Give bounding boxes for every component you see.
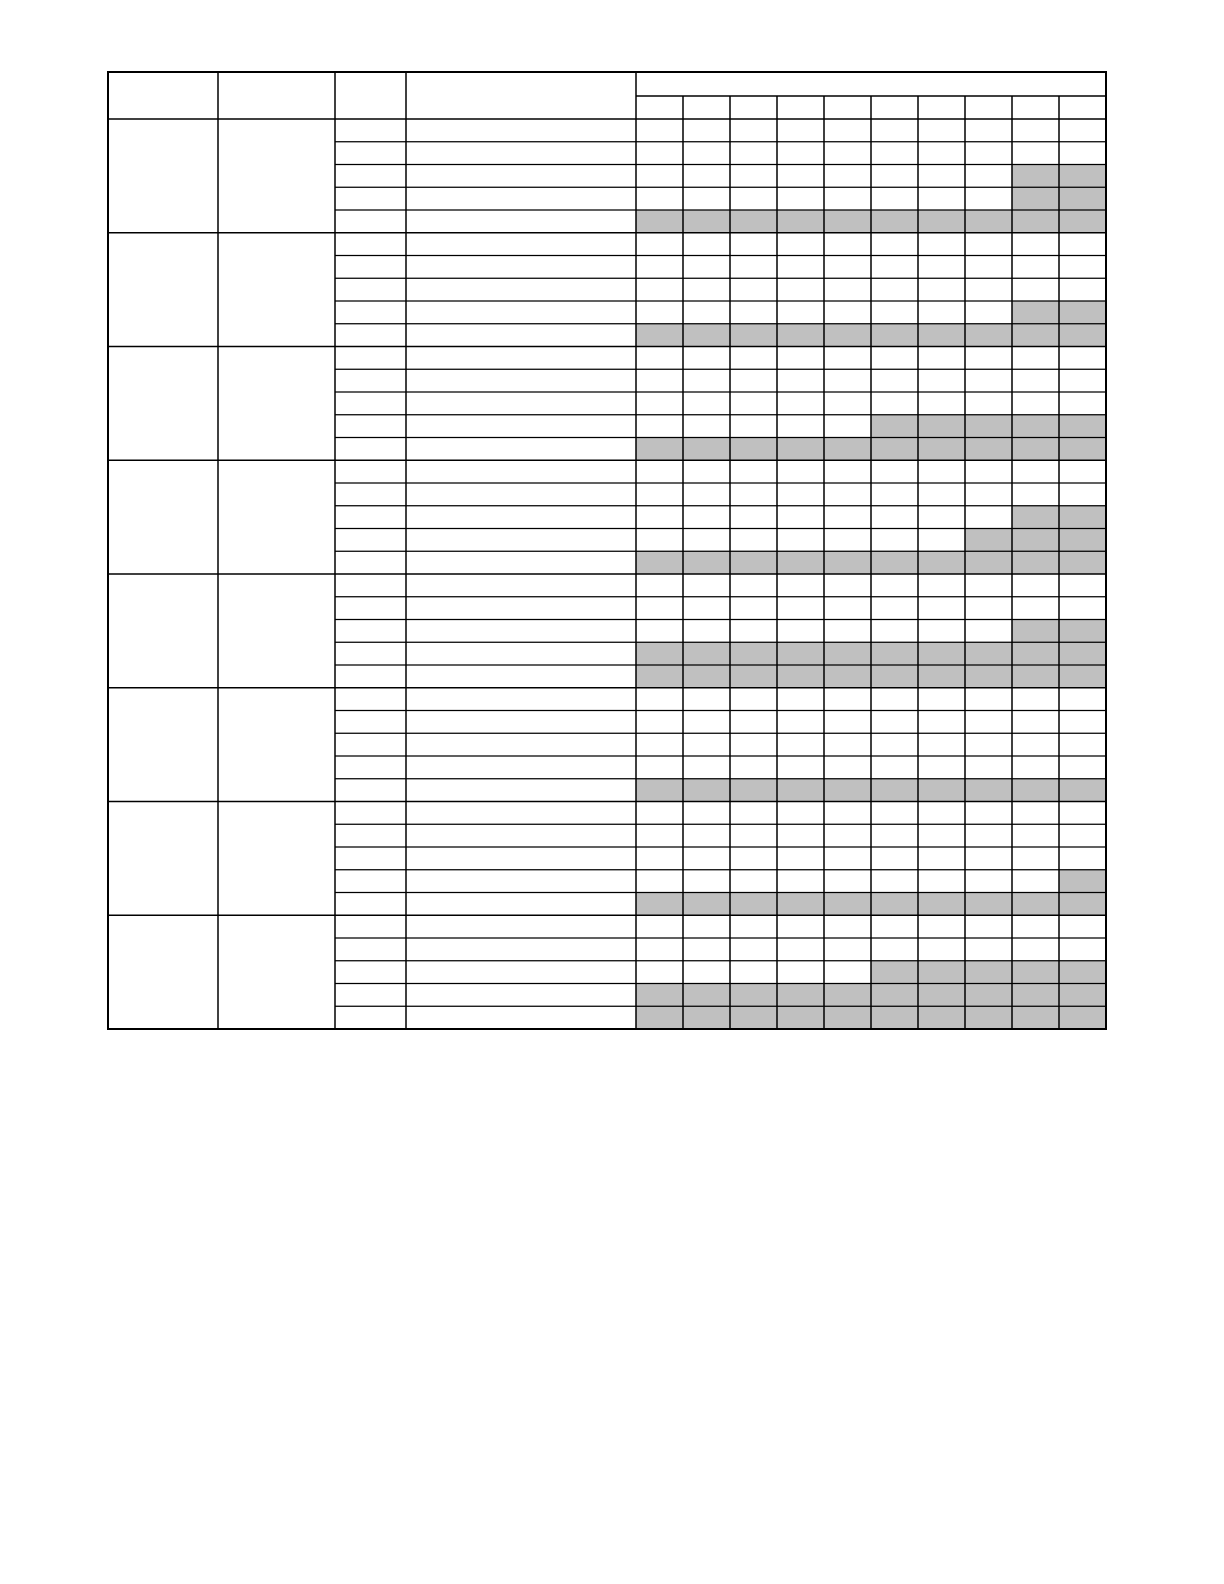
shaded-cell — [730, 210, 777, 233]
shaded-cell — [683, 665, 730, 688]
shaded-cell — [730, 1006, 777, 1029]
shaded-cell — [918, 324, 965, 347]
shaded-cell — [918, 779, 965, 802]
shaded-cell — [1012, 301, 1059, 324]
shaded-cell — [636, 551, 683, 574]
shaded-cell — [871, 324, 918, 347]
shaded-cell — [824, 1006, 871, 1029]
shaded-cell — [1059, 642, 1106, 665]
shaded-cell — [636, 893, 683, 916]
shaded-cell — [683, 893, 730, 916]
shaded-cell — [965, 529, 1012, 552]
shaded-cell — [918, 665, 965, 688]
shaded-cell — [777, 210, 824, 233]
shaded-cell — [824, 210, 871, 233]
shaded-cell — [683, 551, 730, 574]
shaded-cell — [777, 1006, 824, 1029]
shaded-cell — [824, 665, 871, 688]
shaded-cell — [777, 779, 824, 802]
shaded-cell — [965, 665, 1012, 688]
shaded-cell — [918, 438, 965, 461]
shaded-cell — [1012, 506, 1059, 529]
shaded-cell — [683, 984, 730, 1007]
shaded-cell — [918, 1006, 965, 1029]
shaded-cell — [636, 665, 683, 688]
shaded-cell — [871, 984, 918, 1007]
shaded-cell — [1059, 870, 1106, 893]
shaded-cell — [1059, 210, 1106, 233]
shaded-cell — [777, 984, 824, 1007]
shaded-cell — [1012, 642, 1059, 665]
shaded-cell — [871, 893, 918, 916]
shaded-cell — [777, 438, 824, 461]
shaded-cell — [871, 1006, 918, 1029]
shaded-cell — [965, 415, 1012, 438]
shaded-cell — [1059, 665, 1106, 688]
shaded-cell — [824, 779, 871, 802]
shaded-cell — [824, 438, 871, 461]
shaded-cell — [871, 210, 918, 233]
shaded-cell — [1012, 210, 1059, 233]
shaded-cell — [871, 438, 918, 461]
shaded-cell — [824, 551, 871, 574]
shaded-cell — [1012, 1006, 1059, 1029]
shaded-cell — [1012, 893, 1059, 916]
shaded-cell — [918, 551, 965, 574]
shaded-cell — [1012, 779, 1059, 802]
shaded-cell — [965, 642, 1012, 665]
shaded-cell — [730, 665, 777, 688]
shaded-cell — [730, 438, 777, 461]
shaded-cell — [777, 551, 824, 574]
shaded-cell — [965, 551, 1012, 574]
shaded-cell — [683, 324, 730, 347]
shaded-cell — [871, 415, 918, 438]
shaded-cell — [730, 324, 777, 347]
shaded-cell — [683, 210, 730, 233]
shaded-cell — [965, 984, 1012, 1007]
shaded-cell — [824, 893, 871, 916]
shaded-cell — [965, 210, 1012, 233]
shaded-cell — [1012, 984, 1059, 1007]
shaded-cell — [730, 893, 777, 916]
shaded-cell — [1059, 961, 1106, 984]
shaded-cell — [636, 779, 683, 802]
shaded-cell — [1012, 961, 1059, 984]
shaded-cell — [1012, 165, 1059, 188]
shaded-cell — [683, 642, 730, 665]
shaded-cell — [636, 984, 683, 1007]
shaded-cell — [1059, 551, 1106, 574]
shaded-cell — [965, 779, 1012, 802]
shaded-cell — [1012, 187, 1059, 210]
shaded-cell — [1012, 665, 1059, 688]
shaded-cell — [1059, 165, 1106, 188]
shaded-cell — [1059, 529, 1106, 552]
shaded-cell — [683, 438, 730, 461]
shaded-cell — [871, 779, 918, 802]
shaded-cell — [918, 961, 965, 984]
shaded-cell — [636, 324, 683, 347]
shaded-cell — [730, 779, 777, 802]
shaded-cell — [1059, 301, 1106, 324]
shaded-cell — [918, 210, 965, 233]
shaded-cell — [1059, 187, 1106, 210]
shaded-cell — [871, 642, 918, 665]
shaded-cell — [918, 642, 965, 665]
shaded-cell — [683, 1006, 730, 1029]
shaded-cell — [1012, 324, 1059, 347]
shaded-cell — [1012, 438, 1059, 461]
shaded-cell — [1012, 415, 1059, 438]
shaded-cell — [1012, 620, 1059, 643]
shaded-cell — [871, 961, 918, 984]
shaded-cell — [1059, 1006, 1106, 1029]
shaded-cell — [965, 893, 1012, 916]
shaded-cell — [1059, 324, 1106, 347]
shaded-cell — [636, 1006, 683, 1029]
shaded-cell — [1059, 620, 1106, 643]
shaded-cell — [918, 415, 965, 438]
shaded-cell — [636, 210, 683, 233]
shaded-cell — [730, 642, 777, 665]
shaded-cell — [965, 438, 1012, 461]
shaded-cell — [1059, 506, 1106, 529]
shaded-cell — [965, 961, 1012, 984]
shaded-cell — [1012, 529, 1059, 552]
shaded-cell — [824, 324, 871, 347]
shaded-cell — [636, 642, 683, 665]
shaded-cell — [1059, 984, 1106, 1007]
shaded-cell — [777, 665, 824, 688]
shaded-cell — [777, 642, 824, 665]
shaded-cell — [636, 438, 683, 461]
shaded-cell — [730, 984, 777, 1007]
shaded-cell — [965, 1006, 1012, 1029]
shaded-cell — [730, 551, 777, 574]
shaded-cell — [777, 324, 824, 347]
shaded-cell — [1059, 415, 1106, 438]
shaded-cell — [1059, 779, 1106, 802]
shaded-cell — [683, 779, 730, 802]
shaded-cell — [871, 665, 918, 688]
shaded-cell — [824, 642, 871, 665]
shaded-cell — [824, 984, 871, 1007]
shaded-cell — [871, 551, 918, 574]
shaded-cell — [777, 893, 824, 916]
shaded-cell — [965, 324, 1012, 347]
shaded-cell — [1012, 551, 1059, 574]
shaded-cell — [918, 893, 965, 916]
shaded-cell — [918, 984, 965, 1007]
shaded-cell — [1059, 893, 1106, 916]
shaded-cell — [1059, 438, 1106, 461]
